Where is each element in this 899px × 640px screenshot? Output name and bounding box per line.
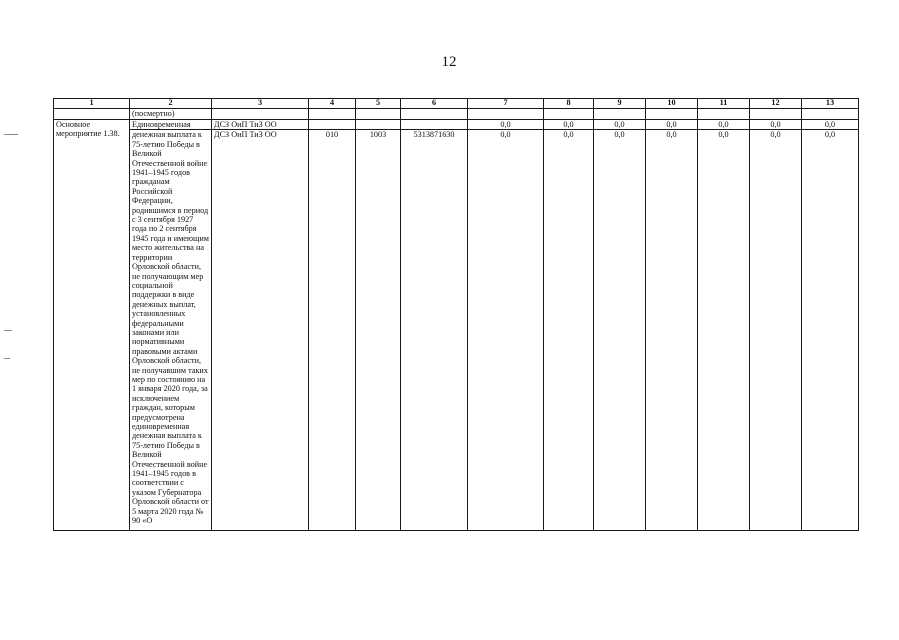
table-row [54, 120, 859, 130]
col-header-10: 10 [646, 99, 698, 109]
code-cell: 010 [309, 130, 356, 531]
value-cell: 0,0 [468, 130, 544, 531]
value-cell: 0,0 [646, 120, 698, 130]
cell [309, 120, 356, 130]
col-header-5: 5 [356, 99, 401, 109]
cell [750, 109, 802, 120]
table-row [54, 130, 859, 531]
cell [212, 109, 309, 120]
page-number: 12 [441, 54, 457, 70]
col-header-12: 12 [750, 99, 802, 109]
value-cell: 0,0 [802, 120, 859, 130]
executor-cell: ДСЗ ОиП ТиЗ ОО [212, 130, 309, 531]
col-header-13: 13 [802, 99, 859, 109]
scan-margin-mark [4, 358, 10, 359]
executor-cell: ДСЗ ОиП ТиЗ ОО [212, 120, 309, 130]
value-cell: 0,0 [594, 120, 646, 130]
scan-margin-mark [4, 330, 12, 331]
cell [468, 109, 544, 120]
value-cell: 0,0 [594, 130, 646, 531]
code-cell: 5313871630 [401, 130, 468, 531]
cell [698, 109, 750, 120]
value-cell: 0,0 [646, 130, 698, 531]
cell [401, 109, 468, 120]
value-cell: 0,0 [698, 120, 750, 130]
value-cell: 0,0 [802, 130, 859, 531]
cell [646, 109, 698, 120]
budget-table [53, 98, 859, 531]
cell [309, 109, 356, 120]
col-header-8: 8 [544, 99, 594, 109]
col-header-7: 7 [468, 99, 544, 109]
description-cell: денежная выплата к 75-летию Победы в Великой Отечественной войне 1941–1945 годов гражданам Российской Федерации, родившимся в период с 3 сентября 1927 года по 2 сентября 1945 года и имеющим место жительства на территории Орловской области, не получающим мер социальной поддержки в виде денежных выплат, установленных федеральными законами или нормативными правовыми актами Орловской области, не получавшим таких мер по состоянию на 1 января 2020 года, за исключением граждан, которым предусмотрена единовременная денежная выплата к 75-летию Победы в Великой Отечественной войне 1941–1945 годов в соответствии с указом Губернатора Орловской области от 5 марта 2020 года № 90 «О [130, 130, 212, 531]
description-cell: Единовременная [130, 120, 212, 130]
column-number-row [54, 99, 859, 109]
value-cell: 0,0 [468, 120, 544, 130]
cell-continuation: (посмертно) [130, 109, 212, 120]
col-header-11: 11 [698, 99, 750, 109]
cell [802, 109, 859, 120]
table-row [54, 109, 859, 120]
code-cell: 1003 [356, 130, 401, 531]
value-cell: 0,0 [750, 130, 802, 531]
value-cell: 0,0 [698, 130, 750, 531]
col-header-9: 9 [594, 99, 646, 109]
cell [54, 109, 130, 120]
scan-margin-mark [4, 134, 18, 135]
value-cell: 0,0 [544, 130, 594, 531]
col-header-1: 1 [54, 99, 130, 109]
measure-name-cell: Основное мероприятие 1.38. [54, 120, 130, 531]
cell [544, 109, 594, 120]
col-header-4: 4 [309, 99, 356, 109]
value-cell: 0,0 [544, 120, 594, 130]
value-cell: 0,0 [750, 120, 802, 130]
cell [401, 120, 468, 130]
cell [356, 120, 401, 130]
cell [594, 109, 646, 120]
cell [356, 109, 401, 120]
col-header-3: 3 [212, 99, 309, 109]
col-header-2: 2 [130, 99, 212, 109]
col-header-6: 6 [401, 99, 468, 109]
